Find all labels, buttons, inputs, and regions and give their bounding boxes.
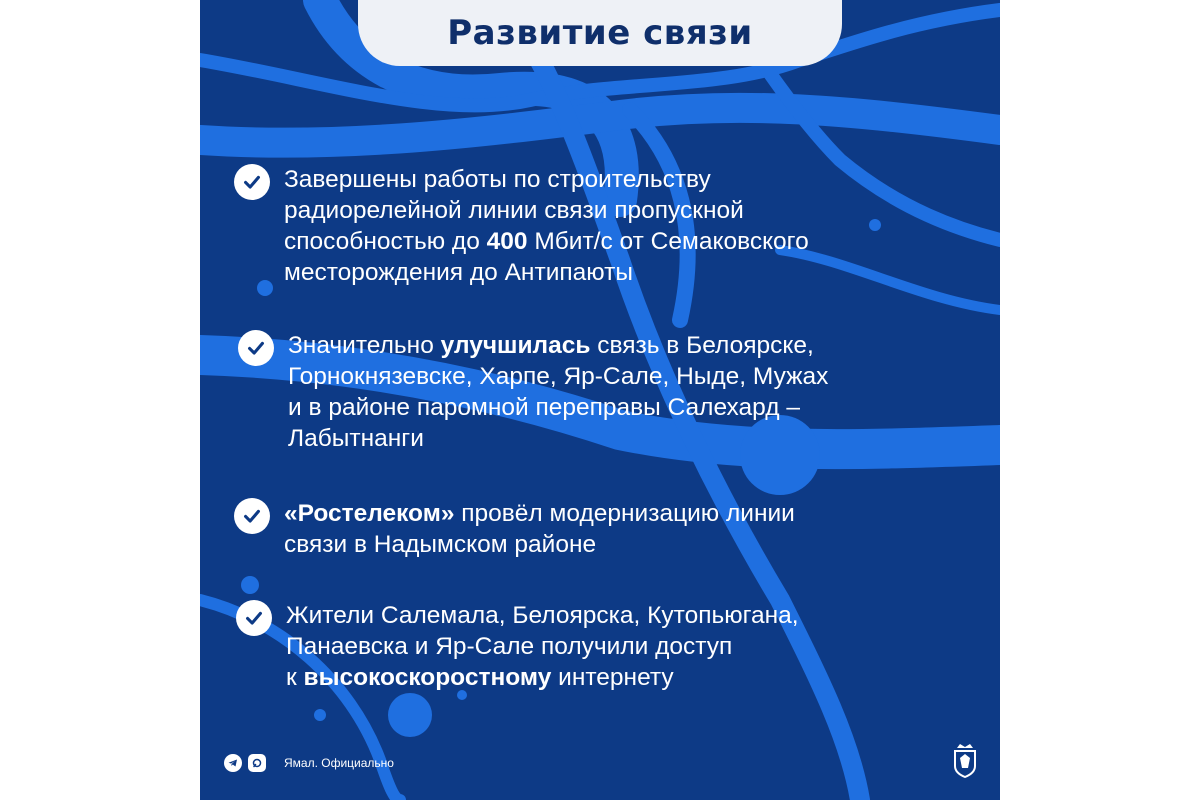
list-item [234, 164, 809, 288]
item-text-line [286, 662, 799, 693]
highlight-text: 400 [486, 228, 528, 255]
vk-max-icon[interactable] [248, 754, 266, 772]
text-segment: радиорелейной линии связи пропускной [284, 197, 744, 224]
checkmark-icon [234, 164, 270, 200]
item-text [286, 600, 799, 693]
text-segment: связь в Белоярске, [590, 332, 814, 359]
title-plate [358, 0, 842, 66]
item-text-line [286, 600, 799, 631]
item-text [284, 498, 795, 560]
text-segment: Мбит/с от Семаковского [527, 228, 809, 255]
text-segment: интернету [551, 664, 674, 691]
list-item [236, 600, 799, 693]
list-item [238, 330, 828, 454]
item-text-line [284, 164, 809, 195]
text-segment: Лабытнанги [288, 425, 424, 452]
item-text [288, 330, 828, 454]
footer [224, 754, 394, 772]
item-text [284, 164, 809, 288]
highlight-text: «Ростелеком» [284, 500, 455, 527]
item-text-line [284, 195, 809, 226]
page-title: Развитие связи [447, 13, 753, 53]
telegram-icon[interactable] [224, 754, 242, 772]
text-segment: Жители Салемала, Белоярска, Кутопьюгана, [286, 602, 799, 629]
item-text-line [288, 361, 828, 392]
text-segment: к [286, 664, 304, 691]
text-segment: Завершены работы по строительству [284, 166, 711, 193]
poster [200, 0, 1000, 800]
item-text-line [284, 257, 809, 288]
text-segment: Значительно [288, 332, 441, 359]
text-segment: провёл модернизацию линии [454, 500, 795, 527]
item-text-line [286, 631, 799, 662]
item-text-line [284, 498, 795, 529]
text-segment: месторождения до Антипаюты [284, 259, 633, 286]
checkmark-icon [238, 330, 274, 366]
region-emblem-icon [952, 742, 978, 778]
list-item [234, 498, 795, 560]
checkmark-icon [234, 498, 270, 534]
item-text-line [284, 529, 795, 560]
item-text-line [288, 392, 828, 423]
highlight-text: улучшилась [440, 332, 591, 359]
item-text-line [284, 226, 809, 257]
checkmark-icon [236, 600, 272, 636]
item-text-line [288, 423, 828, 454]
text-segment: связи в Надымском районе [284, 531, 597, 558]
text-segment: способностью до [284, 228, 487, 255]
text-segment: Горнокнязевске, Харпе, Яр-Сале, Ныде, Мужах [288, 363, 829, 390]
text-segment: и в районе паромной переправы Салехард – [288, 394, 800, 421]
item-text-line [288, 330, 828, 361]
channel-name: Ямал. Официально [284, 756, 394, 770]
text-segment: Панаевска и Яр-Сале получили доступ [286, 633, 733, 660]
highlight-text: высокоскоростному [303, 664, 552, 691]
